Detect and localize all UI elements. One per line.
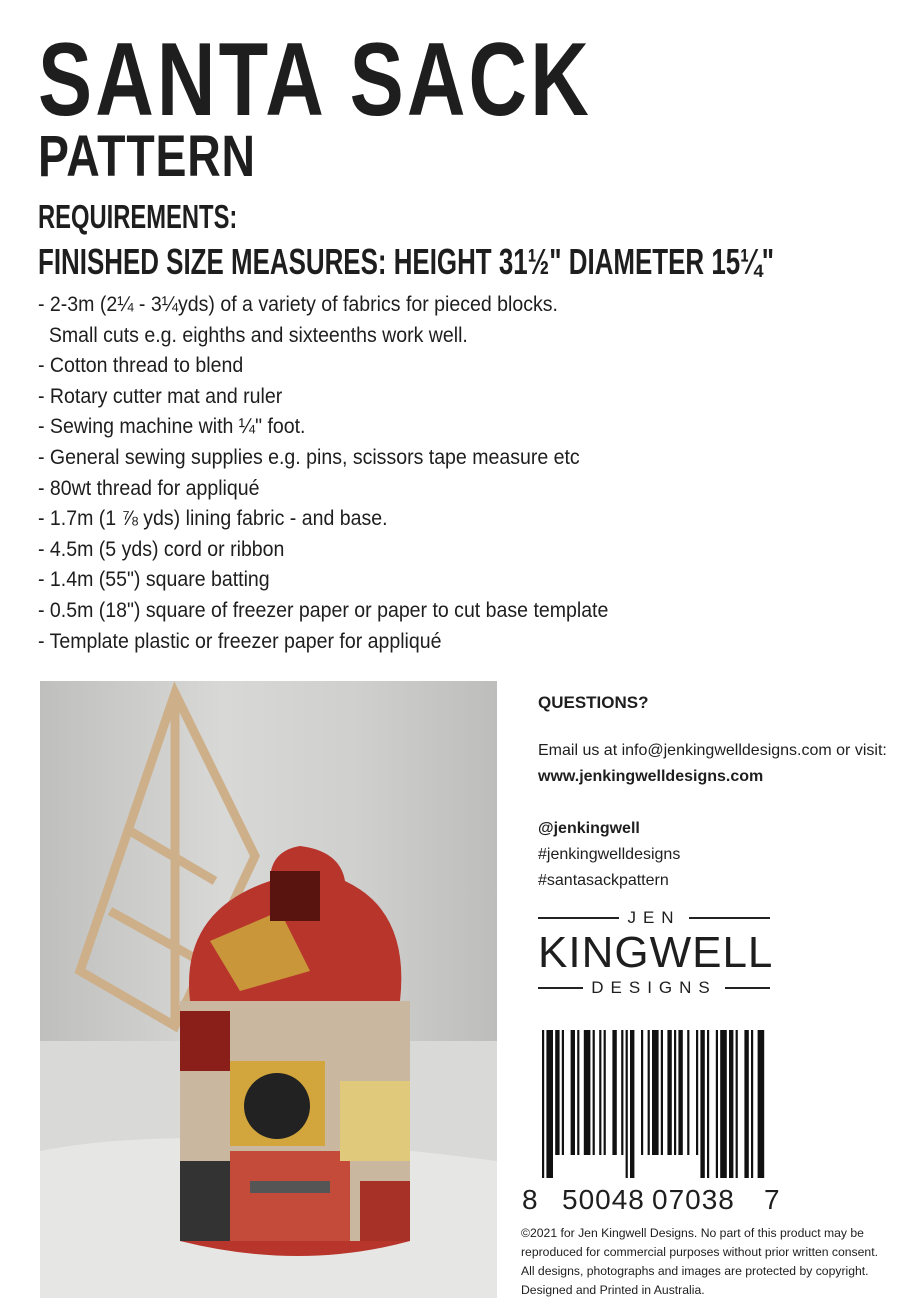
email-line: Email us at info@jenkingwelldesigns.com or visit: <box>538 742 887 759</box>
logo-top-text: JEN <box>627 908 681 927</box>
copyright-line: reproduced for commercial purposes without prior written consent. <box>521 1245 878 1259</box>
barcode-bar <box>542 1030 544 1178</box>
requirements-heading: REQUIREMENTS: <box>38 198 238 235</box>
requirements-list <box>38 290 689 657</box>
page-title: SANTA SACK <box>38 22 592 138</box>
list-item: - 80wt thread for appliqué <box>38 476 260 500</box>
barcode-bar <box>546 1030 553 1178</box>
logo-main-text: KINGWELL <box>538 928 774 977</box>
barcode <box>522 1030 792 1215</box>
finished-size: FINISHED SIZE MEASURES: HEIGHT 31½" DIAMETER 15¼" <box>38 241 775 282</box>
list-item: - General sewing supplies e.g. pins, scissors tape measure etc <box>38 445 580 469</box>
barcode-bar <box>736 1030 738 1178</box>
contact-section <box>538 690 918 894</box>
barcode-bar <box>555 1030 559 1155</box>
logo-bottom-text: DESIGNS <box>591 978 717 997</box>
barcode-bar <box>758 1030 765 1178</box>
list-item: - 1.7m (1 ⅞ yds) lining fabric - and base. <box>38 507 388 531</box>
barcode-bar <box>700 1030 704 1178</box>
barcode-bar <box>641 1030 643 1155</box>
list-item: - Template plastic or freezer paper for appliqué <box>38 629 442 653</box>
barcode-bar <box>599 1030 601 1155</box>
brand-logo <box>538 908 774 998</box>
product-photo <box>40 681 497 1298</box>
barcode-bar <box>562 1030 564 1155</box>
barcode-bar <box>571 1030 575 1155</box>
copyright-line: Designed and Printed in Australia. <box>521 1283 705 1297</box>
page-subtitle: PATTERN <box>38 124 256 189</box>
list-item: - 2-3m (2¼ - 3¼yds) of a variety of fabrics for pieced blocks. <box>38 293 558 316</box>
barcode-bar <box>612 1030 616 1155</box>
barcode-bar <box>751 1030 753 1178</box>
hashtag: #santasackpattern <box>538 872 669 889</box>
barcode-bar <box>604 1030 606 1155</box>
barcode-bar <box>667 1030 671 1155</box>
list-item: - 4.5m (5 yds) cord or ribbon <box>38 537 285 561</box>
barcode-bar <box>687 1030 689 1155</box>
list-item: - 0.5m (18") square of freezer paper or paper to cut base template <box>38 598 609 622</box>
copyright-line: All designs, photographs and images are protected by copyright. <box>521 1264 869 1278</box>
barcode-bar <box>584 1030 591 1155</box>
hashtag: #jenkingwelldesigns <box>538 846 681 863</box>
list-item: Small cuts e.g. eighths and sixteenths work well. <box>38 323 468 347</box>
barcode-bar <box>744 1030 748 1178</box>
list-item: - Cotton thread to blend <box>38 354 244 378</box>
barcode-bar <box>729 1030 733 1178</box>
copyright-line: ©2021 for Jen Kingwell Designs. No part of this product may be <box>521 1226 864 1240</box>
list-item: - Sewing machine with ¼" foot. <box>38 415 306 439</box>
santa-sack <box>180 846 410 1256</box>
barcode-bar <box>716 1030 718 1178</box>
barcode-bars <box>522 1030 792 1180</box>
barcode-digit: 7 <box>764 1184 780 1215</box>
copyright-notice <box>521 1224 921 1300</box>
barcode-bar <box>674 1030 676 1155</box>
questions-heading: QUESTIONS? <box>538 693 649 712</box>
barcode-bar <box>661 1030 663 1155</box>
barcode-bar <box>621 1030 623 1155</box>
barcode-bar <box>652 1030 659 1155</box>
barcode-bar <box>720 1030 727 1178</box>
barcode-digits: 07038 <box>652 1184 735 1215</box>
list-item: - Rotary cutter mat and ruler <box>38 384 283 408</box>
instagram-handle[interactable]: @jenkingwell <box>538 820 640 837</box>
barcode-bar <box>626 1030 628 1178</box>
barcode-bar <box>648 1030 650 1155</box>
barcode-bar <box>696 1030 698 1155</box>
barcode-bar <box>593 1030 595 1155</box>
barcode-bar <box>577 1030 579 1155</box>
barcode-digits: 50048 <box>562 1184 645 1215</box>
website-link[interactable]: www.jenkingwelldesigns.com <box>538 768 764 785</box>
list-item: - 1.4m (55") square batting <box>38 568 270 592</box>
barcode-digit: 8 <box>522 1184 538 1215</box>
barcode-bar <box>678 1030 682 1155</box>
barcode-bar <box>630 1030 634 1178</box>
barcode-bar <box>707 1030 709 1178</box>
